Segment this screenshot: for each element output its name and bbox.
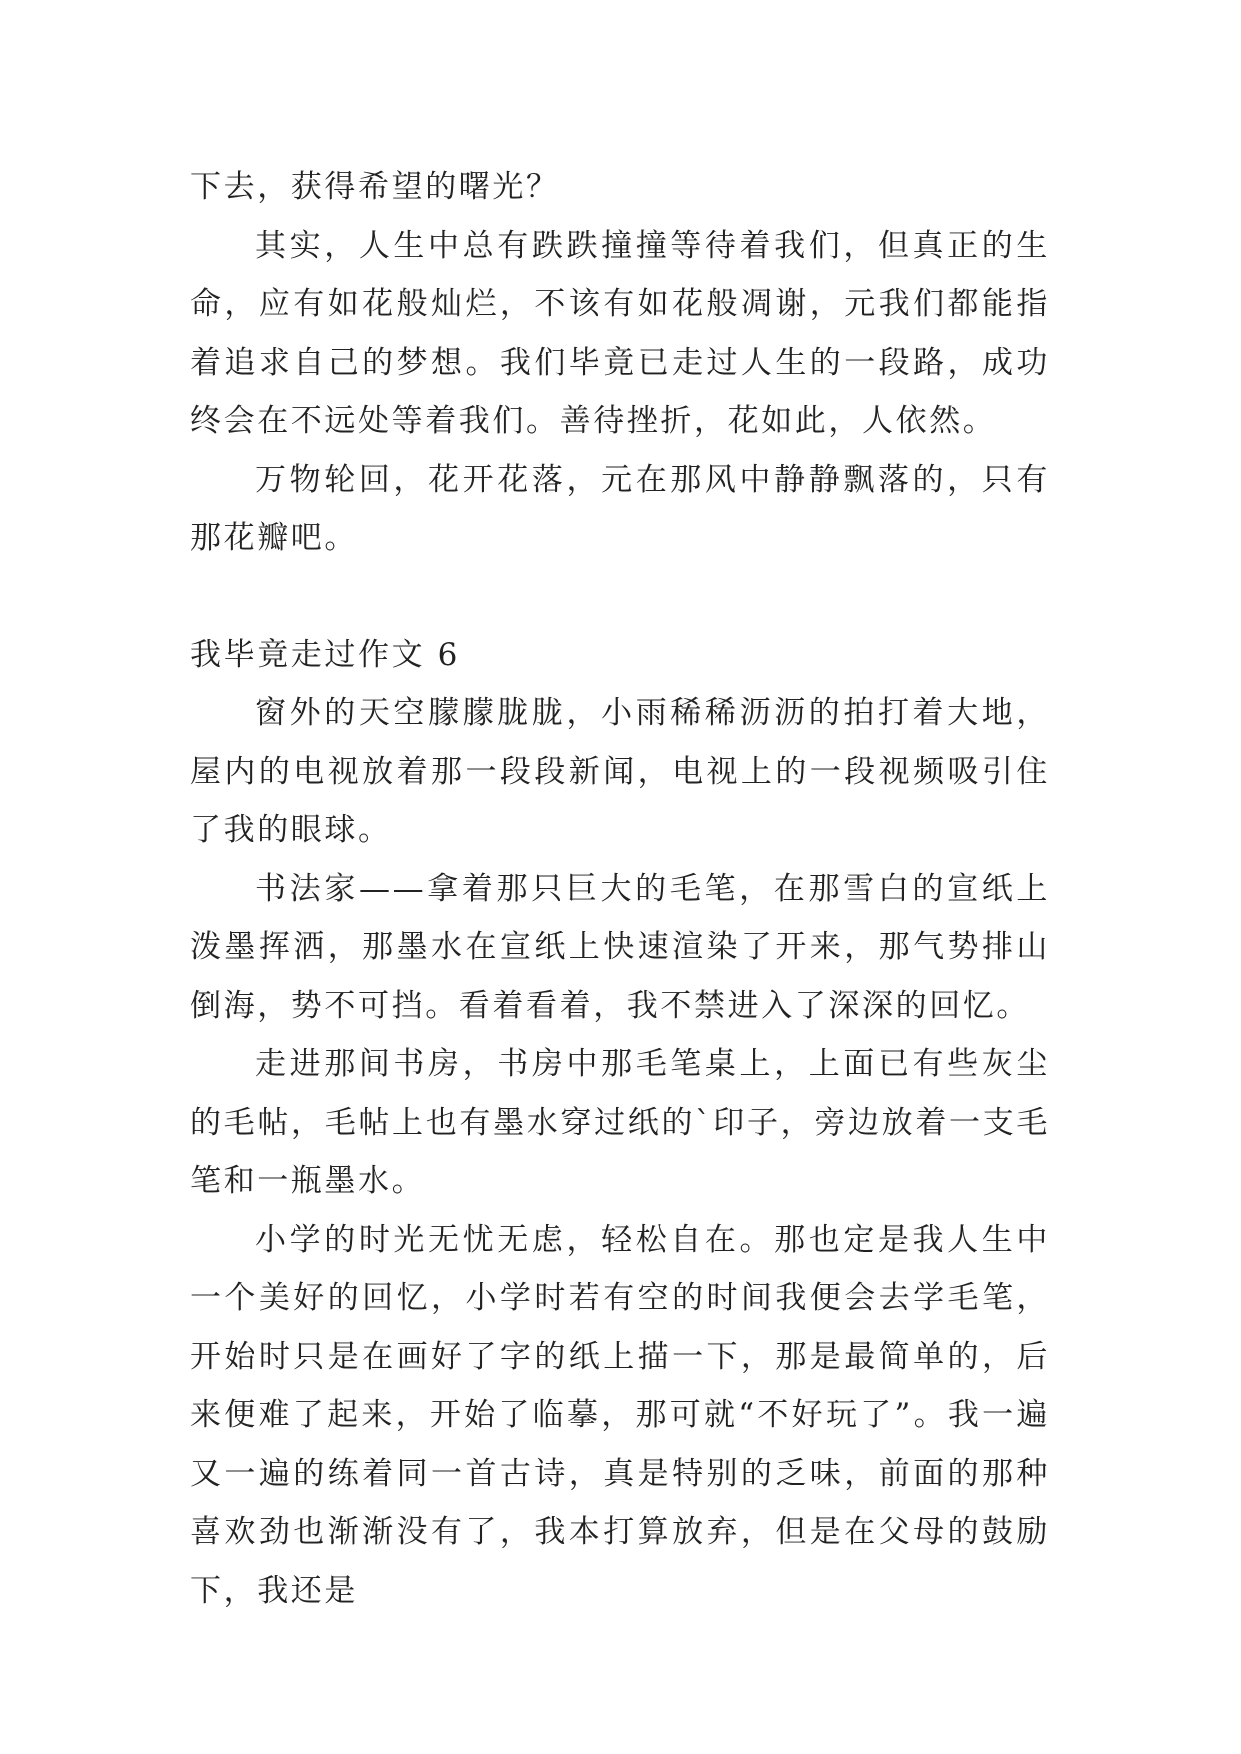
paragraph: 书法家——拿着那只巨大的毛笔，在那雪白的宣纸上泼墨挥洒，那墨水在宣纸上快速渲染了开来，那气势排山倒海，势不可挡。看着看着，我不禁进入了深深的回忆。	[190, 870, 1050, 1024]
paragraph: 窗外的天空朦朦胧胧，小雨稀稀沥沥的拍打着大地，屋内的电视放着那一段段新闻，电视上的一段视频吸引住了我的眼球。	[190, 695, 1050, 848]
document-body	[190, 158, 1050, 1620]
paragraph-continuation: 下去，获得希望的曙光？	[190, 169, 560, 205]
paragraph: 其实，人生中总有跌跌撞撞等待着我们，但真正的生命，应有如花般灿烂，不该有如花般凋谢，元我们都能指着追求自己的梦想。我们毕竟已走过人生的一段路，成功终会在不远处等着我们。善待挫折，花如此，人依然。	[190, 227, 1050, 439]
section-heading: 我毕竟走过作文 6	[190, 636, 460, 673]
paragraph: 小学的时光无忧无虑，轻松自在。那也定是我人生中一个美好的回忆，小学时若有空的时间我便会去学毛笔，开始时只是在画好了字的纸上描一下，那是最简单的，后来便难了起来，开始了临摹，那可就“不好玩了”。我一遍又一遍的练着同一首古诗，真是特别的乏味，前面的那种喜欢劲也渐渐没有了，我本打算放弃，但是在父母的鼓励下，我还是	[190, 1221, 1050, 1609]
paragraph: 万物轮回，花开花落，元在那风中静静飘落的，只有那花瓣吧。	[190, 461, 1050, 556]
paragraph: 走进那间书房，书房中那毛笔桌上，上面已有些灰尘的毛帖，毛帖上也有墨水穿过纸的`印子，旁边放着一支毛笔和一瓶墨水。	[190, 1046, 1050, 1199]
